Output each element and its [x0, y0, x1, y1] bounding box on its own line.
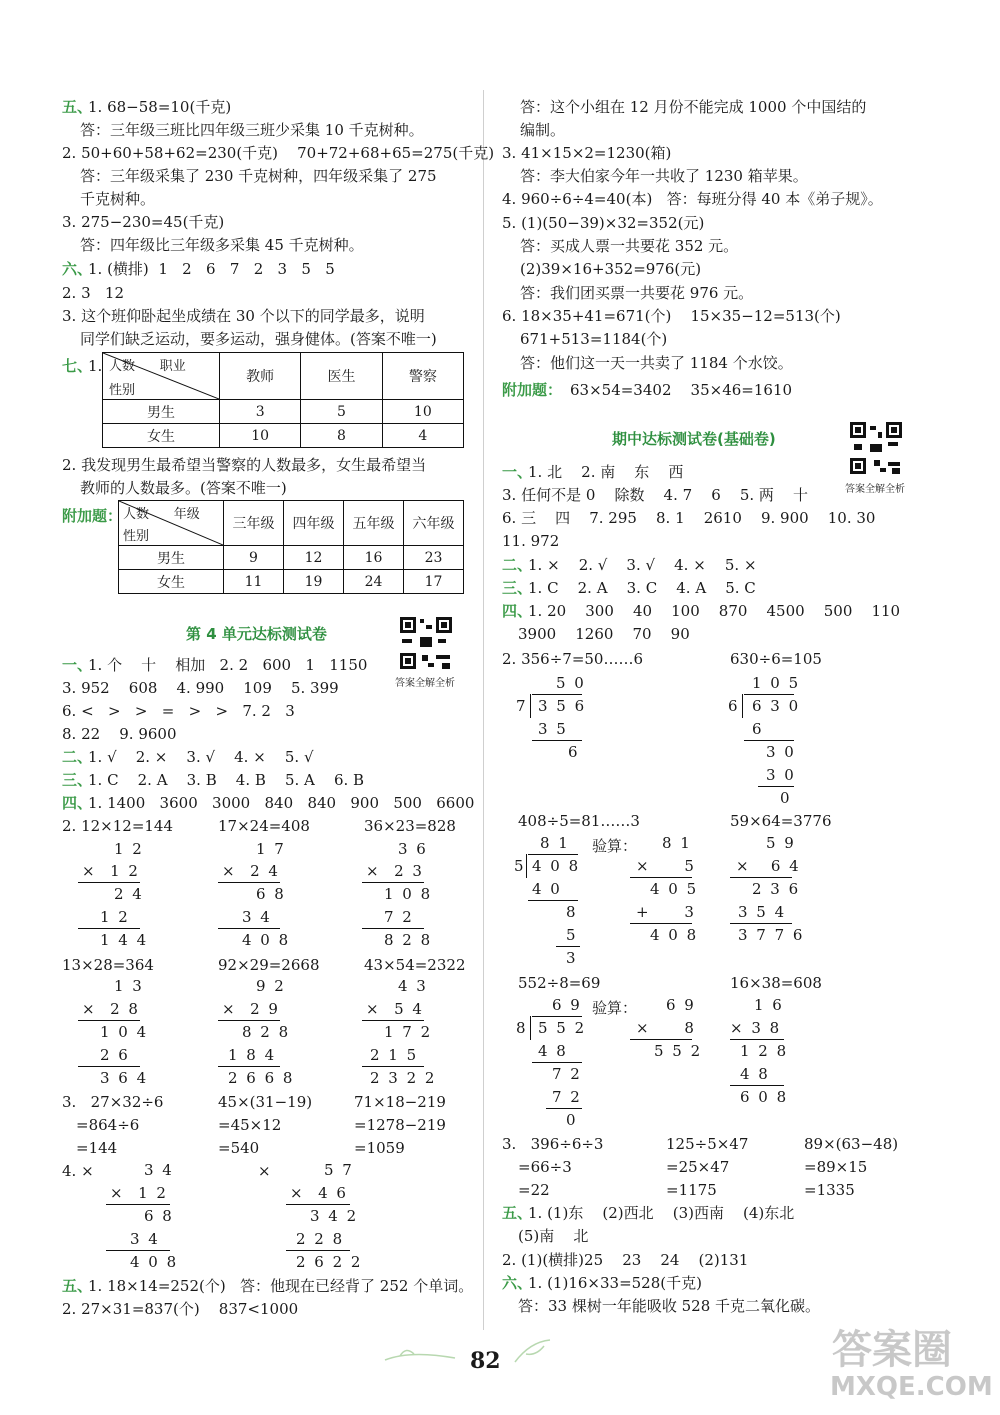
text-line: 1. — [88, 357, 103, 375]
vert-digits: 5 9 — [766, 834, 796, 852]
vert-digits: 6 8 — [144, 1207, 174, 1225]
text-line: =25×47 — [666, 1158, 730, 1176]
text-line: 6. 三 四 7. 295 8. 1 2610 9. 900 10. 30 — [502, 509, 876, 527]
vert-digits: 6 — [728, 697, 740, 715]
leaf-decoration-icon — [510, 1336, 570, 1370]
vert-digits: × 3 8 — [730, 1019, 782, 1037]
vert-digits: 4 0 8 — [532, 857, 581, 875]
row-header: 男生 — [119, 546, 224, 570]
vert-digits: × 1 2 — [110, 1184, 168, 1202]
text-line: 答：这个小组在 12 月份不能完成 1000 个中国结的 — [520, 98, 867, 116]
rule-line — [730, 877, 792, 878]
table-cell: 24 — [344, 570, 404, 594]
rule-line — [532, 694, 582, 695]
vert-digits: 5 5 2 — [538, 1019, 587, 1037]
column-divider — [483, 90, 484, 1330]
vert-digits: 1 7 — [256, 840, 286, 858]
text-line: 16×38=608 — [730, 974, 822, 992]
text-line: 答：李大伯家今年一共收了 1230 箱苹果。 — [520, 167, 808, 185]
vert-digits: 6 9 — [552, 996, 582, 1014]
text-line: 1. × 2. √ 3. √ 4. × 5. × — [528, 556, 757, 574]
vert-digits: 4 8 — [538, 1042, 568, 1060]
rule-line — [218, 928, 280, 929]
rule-line — [78, 1066, 140, 1067]
table-cell: 23 — [404, 546, 464, 570]
extra-label: 附加题： — [62, 507, 123, 525]
text-line: 答：三年级采集了 230 千克树种，四年级采集了 275 — [80, 167, 437, 185]
rule-line — [532, 740, 582, 741]
vert-digits: × 2 8 — [82, 1000, 140, 1018]
section-1-num: 一、 — [502, 463, 533, 481]
rule-line — [106, 1250, 170, 1251]
vert-digits: 1 3 — [114, 977, 144, 995]
table-cell: 3 — [220, 400, 301, 424]
vert-digits: 8 — [516, 1019, 528, 1037]
table-corner-cell — [103, 353, 220, 400]
vert-digits: 2 6 2 2 — [296, 1253, 363, 1271]
vert-digits: 1 2 — [100, 908, 130, 926]
vert-digits: × 8 — [636, 1019, 696, 1037]
grade-table — [118, 500, 464, 594]
vert-digits: 1 0 4 — [100, 1023, 149, 1041]
col-header: 教师 — [220, 353, 301, 400]
vert-digits: 3 0 — [766, 766, 796, 784]
text-line: =1175 — [666, 1181, 717, 1199]
text-line: 教师的人数最多。(答案不唯一) — [80, 479, 287, 497]
vert-digits: 5 7 — [324, 1161, 354, 1179]
vert-digits: × 2 4 — [222, 862, 280, 880]
rule-line — [78, 1020, 140, 1021]
text-line: 43×54=2322 — [364, 956, 466, 974]
vert-digits: 3 7 7 6 — [738, 926, 805, 944]
text-line: 3. 27×32÷6 — [62, 1093, 164, 1111]
vert-digits: × 5 4 — [366, 1000, 424, 1018]
table-cell: 19 — [284, 570, 344, 594]
vert-digits: 3 4 — [130, 1230, 160, 1248]
vert-digits: × 4 6 — [290, 1184, 348, 1202]
text-line: 3. 这个班仰卧起坐成绩在 30 个以下的同学最多，说明 — [62, 307, 425, 325]
section-2-num: 二、 — [502, 556, 533, 574]
table-cell: 17 — [404, 570, 464, 594]
vert-digits: 3 — [566, 949, 578, 967]
qr-code-icon — [398, 615, 454, 671]
vert-digits: 1 6 — [754, 996, 784, 1014]
text-line: 552÷8=69 — [518, 974, 601, 992]
text-line: 36×23=828 — [364, 817, 456, 835]
table-cell: 12 — [284, 546, 344, 570]
vert-digits: 5 5 2 — [654, 1042, 703, 1060]
col-header: 医生 — [301, 353, 382, 400]
text-line: 2. 12×12=144 — [62, 817, 174, 835]
section-5-num: 五、 — [62, 98, 93, 116]
text-line: 答：我们团买票一共要花 976 元。 — [520, 284, 754, 302]
vert-digits: 2 3 2 2 — [370, 1069, 437, 1087]
division-bar — [530, 694, 531, 718]
rule-line — [78, 928, 140, 929]
rule-line — [106, 1204, 170, 1205]
section-3-num: 三、 — [502, 579, 533, 597]
text-line: 8. 22 9. 9600 — [62, 725, 177, 743]
vert-digits: 8 1 — [662, 834, 692, 852]
vert-digits: 4 8 — [740, 1065, 770, 1083]
corner-top: 人数 职业 — [109, 359, 186, 374]
rule-line — [528, 900, 578, 901]
vert-digits: 4 0 8 — [650, 926, 699, 944]
rule-line — [744, 694, 794, 695]
table-cell: 5 — [301, 400, 382, 424]
vert-digits: 1 2 — [114, 840, 144, 858]
text-line: 2. 3 12 — [62, 284, 125, 302]
text-line: 1. √ 2. × 3. √ 4. × 5. √ — [88, 748, 314, 766]
rule-line — [730, 1085, 784, 1086]
text-line: 92×29=2668 — [218, 956, 320, 974]
section-2-num: 二、 — [62, 748, 93, 766]
text-line: =66÷3 — [518, 1158, 572, 1176]
text-line: 13×28=364 — [62, 956, 154, 974]
vert-digits: + 3 — [636, 903, 696, 921]
rule-line — [362, 1020, 424, 1021]
rule-line — [532, 1016, 582, 1017]
rule-line — [218, 882, 280, 883]
text-line: =89×15 — [804, 1158, 868, 1176]
vert-digits: 2 6 — [100, 1046, 130, 1064]
rule-line — [730, 923, 792, 924]
text-line: 1. (1)16×33=528(千克) — [528, 1274, 702, 1292]
text-line: 125÷5×47 — [666, 1135, 749, 1153]
vert-digits: 6 9 — [666, 996, 696, 1014]
vert-digits: 3 5 4 — [738, 903, 787, 921]
text-line: 1. 北 2. 南 东 西 — [528, 463, 684, 481]
text-line: 2. 我发现男生最希望当警察的人数最多，女生最希望当 — [62, 456, 427, 474]
vert-digits: 4 0 5 — [650, 880, 699, 898]
vert-digits: 6 — [568, 743, 580, 761]
rule-line — [546, 1108, 582, 1109]
vert-digits: 3 4 — [242, 908, 272, 926]
rule-line — [78, 882, 140, 883]
text-line: =22 — [518, 1181, 550, 1199]
section-6-num: 六、 — [502, 1274, 533, 1292]
midterm-title: 期中达标测试卷(基础卷) — [612, 430, 776, 448]
extra-label: 附加题： — [502, 381, 563, 399]
col-header: 警察 — [382, 353, 463, 400]
check-label: 验算： — [592, 837, 638, 855]
section-6-num: 六、 — [62, 260, 93, 278]
vert-digits: × 2 9 — [222, 1000, 280, 1018]
vert-digits: 7 2 — [552, 1088, 582, 1106]
section-7-num: 七、 — [62, 357, 93, 375]
text-line: 3. 396÷6÷3 — [502, 1135, 604, 1153]
division-bar — [530, 1016, 531, 1040]
section-4-num: 四、 — [502, 602, 533, 620]
text-line: 答：四年级比三年级多采集 45 千克树种。 — [80, 236, 364, 254]
division-bar — [742, 694, 743, 718]
text-line: 3. 41×15×2=1230(箱) — [502, 144, 672, 162]
text-line: 答：三年级三班比四年级三班少采集 10 千克树种。 — [80, 121, 424, 139]
text-line: 63×54=3402 35×46=1610 — [570, 381, 793, 399]
vert-digits: × 1 2 — [82, 862, 140, 880]
row-header: 女生 — [103, 424, 220, 448]
text-line: 11. 972 — [502, 532, 560, 550]
section-5-num: 五、 — [502, 1204, 533, 1222]
table-cell: 9 — [224, 546, 284, 570]
qr-caption: 答案全解全析 — [395, 678, 455, 689]
vert-digits: 4 0 8 — [242, 931, 291, 949]
check-label: 验算： — [592, 999, 638, 1017]
vert-digits: 3 0 — [766, 743, 796, 761]
division-bar — [526, 854, 527, 878]
vert-digits: 8 2 8 — [242, 1023, 291, 1041]
rule-line — [630, 1039, 692, 1040]
vert-digits: 4 3 — [398, 977, 428, 995]
qr-code-icon — [848, 420, 904, 476]
vert-digits: 5 — [566, 926, 578, 944]
text-line: (2)39×16+352=976(元) — [520, 260, 702, 278]
text-line: 59×64=3776 — [730, 812, 832, 830]
text-line: 编制。 — [520, 121, 566, 139]
text-line: 2. 356÷7=50……6 — [502, 650, 644, 668]
text-line: 5. (1)(50−39)×32=352(元) — [502, 214, 705, 232]
vert-digits: 2 3 6 — [752, 880, 801, 898]
text-line: 89×(63−48) — [804, 1135, 899, 1153]
vert-digits: 9 2 — [256, 977, 286, 995]
text-line: 答：他们这一天一共卖了 1184 个水饺。 — [520, 354, 793, 372]
table-cell: 10 — [382, 400, 463, 424]
table-cell: 10 — [220, 424, 301, 448]
leaf-decoration-icon — [380, 1340, 460, 1370]
vert-digits: 7 2 — [552, 1065, 582, 1083]
corner-bottom: 性别 — [109, 383, 136, 398]
text-line: 630÷6=105 — [730, 650, 822, 668]
text-line: =45×12 — [218, 1116, 282, 1134]
rule-line — [630, 923, 692, 924]
vert-digits: 3 4 2 — [310, 1207, 359, 1225]
text-line: 6. 18×35+41=671(个) 15×35−12=513(个) — [502, 307, 841, 325]
vert-digits: 3 6 — [398, 840, 428, 858]
vert-digits: 1 0 8 — [384, 885, 433, 903]
text-line: =1278−219 — [354, 1116, 446, 1134]
text-line: 4. × — [62, 1162, 94, 1180]
table-cell: 16 — [344, 546, 404, 570]
rule-line — [218, 1066, 280, 1067]
qr-caption: 答案全解全析 — [845, 484, 905, 495]
col-header: 四年级 — [284, 501, 344, 546]
text-line: (5)南 北 — [518, 1227, 589, 1245]
watermark-url: MXQE.COM — [830, 1372, 993, 1402]
vert-digits: 4 0 8 — [130, 1253, 179, 1271]
vert-digits: 8 1 — [540, 834, 570, 852]
vert-digits: 6 8 — [256, 885, 286, 903]
text-line: 答：买成人票一共要花 352 元。 — [520, 237, 739, 255]
vert-digits: 1 0 5 — [752, 674, 801, 692]
section-5-num: 五、 — [62, 1277, 93, 1295]
vert-digits: 1 7 2 — [384, 1023, 433, 1041]
text-line: =1059 — [354, 1139, 405, 1157]
vert-digits: 6 3 0 — [752, 697, 801, 715]
vert-digits: 0 — [780, 789, 792, 807]
text-line: =864÷6 — [76, 1116, 140, 1134]
vert-digits: 5 — [514, 857, 526, 875]
vert-digits: 8 — [566, 903, 578, 921]
vert-digits: 6 — [752, 720, 764, 738]
text-line: × — [258, 1162, 271, 1180]
watermark-logo: 答案圈 — [832, 1327, 952, 1373]
rule-line — [532, 1062, 582, 1063]
text-line: 671+513=1184(个) — [520, 330, 668, 348]
rule-line — [528, 854, 578, 855]
section-1-num: 一、 — [62, 656, 93, 674]
text-line: 1. 68−58=10(千克) — [88, 98, 232, 116]
col-header: 六年级 — [404, 501, 464, 546]
vert-digits: 5 0 — [556, 674, 586, 692]
vert-digits: 8 2 8 — [384, 931, 433, 949]
text-line: 2. 50+60+58+62=230(千克) 70+72+68+65=275(千克) — [62, 144, 495, 162]
text-line: 3. 952 608 4. 990 109 5. 399 — [62, 679, 339, 697]
vert-digits: 2 4 — [114, 885, 144, 903]
vert-digits: 1 2 8 — [740, 1042, 789, 1060]
vert-digits: 1 4 4 — [100, 931, 149, 949]
rule-line — [730, 1039, 784, 1040]
occupation-table — [102, 352, 464, 448]
text-line: 1. 18×14=252(个) 答：他现在已经背了 252 个单词。 — [88, 1277, 474, 1295]
rule-line — [286, 1250, 350, 1251]
vert-digits: 0 — [566, 1111, 578, 1129]
text-line: =540 — [218, 1139, 260, 1157]
vert-digits: × 5 — [636, 857, 696, 875]
rule-line — [362, 882, 424, 883]
col-header: 三年级 — [224, 501, 284, 546]
table-cell: 4 — [382, 424, 463, 448]
vert-digits: 7 — [516, 697, 528, 715]
page-number: 82 — [470, 1348, 501, 1374]
text-line: 同学们缺乏运动，要多运动，强身健体。(答案不唯一) — [80, 330, 437, 348]
table-corner-cell — [119, 501, 224, 546]
text-line: 1. 个 十 相加 2. 2 600 1 1150 — [88, 656, 368, 674]
rule-line — [758, 786, 794, 787]
text-line: 3. 275−230=45(千克) — [62, 213, 225, 231]
rule-line — [362, 928, 424, 929]
vert-digits: 1 8 4 — [228, 1046, 277, 1064]
rule-line — [630, 877, 692, 878]
table-cell: 11 — [224, 570, 284, 594]
vert-digits: 3 4 — [144, 1161, 174, 1179]
unit4-title: 第 4 单元达标测试卷 — [186, 625, 327, 643]
text-line: 4. 960÷6÷4=40(本) 答：每班分得 40 本《弟子规》。 — [502, 190, 883, 208]
table-cell: 8 — [301, 424, 382, 448]
rule-line — [744, 740, 794, 741]
text-line: 1. 1400 3600 3000 840 840 900 500 6600 — [88, 794, 475, 812]
text-line: 1. (横排) 1 2 6 7 2 3 5 5 — [88, 260, 335, 278]
vert-digits: 4 0 — [532, 880, 562, 898]
vert-digits: 2 1 5 — [370, 1046, 419, 1064]
vert-digits: 3 5 6 — [538, 697, 587, 715]
text-line: 答：33 棵树一年能吸收 528 千克二氧化碳。 — [518, 1297, 821, 1315]
section-4-num: 四、 — [62, 794, 93, 812]
col-header: 五年级 — [344, 501, 404, 546]
vert-digits: 2 6 6 8 — [228, 1069, 295, 1087]
text-line: 1. 20 300 40 100 870 4500 500 110 — [528, 602, 901, 620]
text-line: 71×18−219 — [354, 1093, 446, 1111]
vert-digits: × 2 3 — [366, 862, 424, 880]
corner-top: 人数 年级 — [123, 507, 200, 522]
text-line: 45×(31−19) — [218, 1093, 313, 1111]
text-line: 千克树种。 — [80, 190, 156, 208]
vert-digits: 2 2 8 — [296, 1230, 345, 1248]
text-line: 1. (1)东 (2)西北 (3)西南 (4)东北 — [528, 1204, 795, 1222]
text-line: 17×24=408 — [218, 817, 310, 835]
corner-bottom: 性别 — [123, 529, 150, 544]
text-line: 2. (1)(横排)25 23 24 (2)131 — [502, 1251, 749, 1269]
text-line: 1. C 2. A 3. C 4. A 5. C — [528, 579, 756, 597]
text-line: =1335 — [804, 1181, 855, 1199]
text-line: 2. 27×31=837(个) 837<1000 — [62, 1300, 299, 1318]
text-line: =144 — [76, 1139, 118, 1157]
text-line: 6. < > > = > > 7. 2 3 — [62, 702, 295, 720]
text-line: 3900 1260 70 90 — [518, 625, 690, 643]
row-header: 男生 — [103, 400, 220, 424]
row-header: 女生 — [119, 570, 224, 594]
vert-digits: × 6 4 — [736, 857, 801, 875]
rule-line — [556, 946, 580, 947]
vert-digits: 7 2 — [384, 908, 414, 926]
text-line: 1. C 2. A 3. B 4. B 5. A 6. B — [88, 771, 365, 789]
text-line: 408÷5=81……3 — [518, 812, 640, 830]
vert-digits: 6 0 8 — [740, 1088, 789, 1106]
rule-line — [362, 1066, 424, 1067]
rule-line — [218, 1020, 280, 1021]
vert-digits: 3 5 — [538, 720, 568, 738]
section-3-num: 三、 — [62, 771, 93, 789]
text-line: 3. 任何不是 0 除数 4. 7 6 5. 两 十 — [502, 486, 808, 504]
vert-digits: 3 6 4 — [100, 1069, 149, 1087]
rule-line — [286, 1204, 350, 1205]
